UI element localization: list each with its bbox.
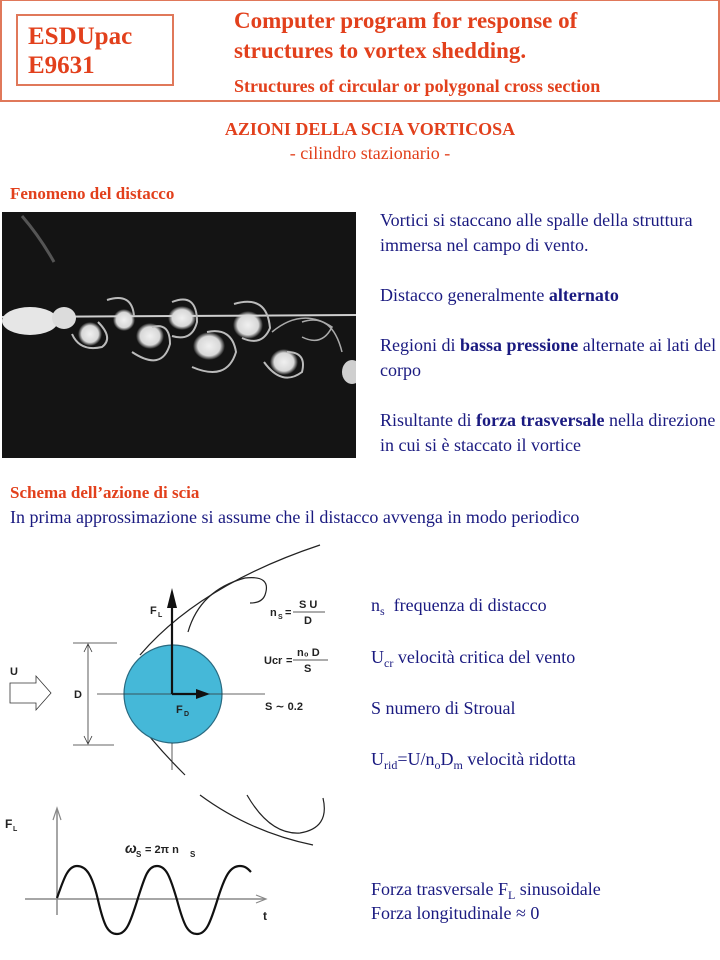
definition-strouhal: S numero di Stroual — [371, 698, 516, 718]
vortex-street-photo — [2, 212, 356, 458]
logo-line1: ESDUpac — [28, 23, 133, 50]
phenomenon-description — [380, 208, 720, 458]
section-subtitle: - cilindro stazionario - — [289, 143, 451, 163]
paragraph-regioni: Regioni di bassa pressione alternate ai lati del corpo — [380, 335, 717, 380]
schema-intro: In prima approssimazione si assume che il distacco avvenga in modo periodico — [10, 507, 580, 527]
longitudinal-force-line: Forza longitudinale ≈ 0 — [371, 903, 540, 923]
svg-text:t: t — [263, 909, 267, 923]
svg-text:S: S — [304, 663, 312, 675]
svg-text:S: S — [136, 850, 142, 859]
page-subtitle: Structures of circular or polygonal cross section — [234, 76, 601, 96]
definition-urid: $U_{rid}=U/n_oD_m$ velocità ridotta — [371, 749, 576, 772]
strouhal-value: S ∼ 0.2 — [265, 701, 303, 713]
svg-text:= 2π n: = 2π n — [145, 844, 179, 856]
svg-text:F: F — [150, 605, 157, 617]
wind-direction-arrow — [10, 676, 51, 710]
wake-upper-curve — [140, 545, 320, 655]
svg-text:U: U — [10, 666, 18, 678]
svg-text:ω: ω — [125, 840, 137, 856]
paragraph-vortici: Vortici si staccano alle spalle della struttura immersa nel campo di vento. — [380, 210, 693, 255]
svg-text:=: = — [285, 607, 292, 619]
svg-text:S: S — [278, 614, 283, 621]
definition-ucr: $U_{cr}$ velocità critica del vento — [371, 647, 576, 670]
force-summary — [371, 877, 601, 925]
paragraph-risultante: Risultante di forza trasversale nella direzione in cui si è staccato il vortice — [380, 410, 716, 455]
ns-symbol: n — [270, 607, 277, 619]
transverse-force-line: Forza trasversale $F_L$ sinusoidale — [371, 879, 601, 902]
lift-sine-wave — [57, 866, 251, 934]
definition-ns: $n_s$ frequenza di distacco — [371, 595, 547, 618]
page-title: Computer program for response of structures to vortex shedding. — [234, 8, 578, 63]
svg-text:D: D — [74, 689, 82, 701]
ucr-symbol: Ucr — [264, 655, 283, 667]
svg-text:n₀ D: n₀ D — [297, 647, 320, 659]
svg-text:=: = — [286, 655, 293, 667]
esdu-logo-box — [16, 14, 174, 86]
section-title: AZIONI DELLA SCIA VORTICOSA — [224, 119, 516, 139]
heading-fenomeno: Fenomeno del distacco — [10, 184, 175, 203]
svg-text:F: F — [176, 704, 183, 716]
vortex-force-diagram — [0, 530, 360, 960]
svg-text:D: D — [304, 615, 312, 627]
paragraph-distacco: Distacco generalmente alternato — [380, 285, 619, 305]
heading-schema: Schema dell’azione di scia — [10, 483, 200, 502]
logo-line2: E9631 — [28, 52, 95, 79]
svg-text:S: S — [190, 850, 196, 859]
svg-text:D: D — [184, 711, 190, 718]
svg-text:F: F — [5, 817, 13, 831]
svg-text:L: L — [158, 612, 163, 619]
svg-text:S U: S U — [299, 599, 318, 611]
svg-text:L: L — [13, 826, 18, 833]
